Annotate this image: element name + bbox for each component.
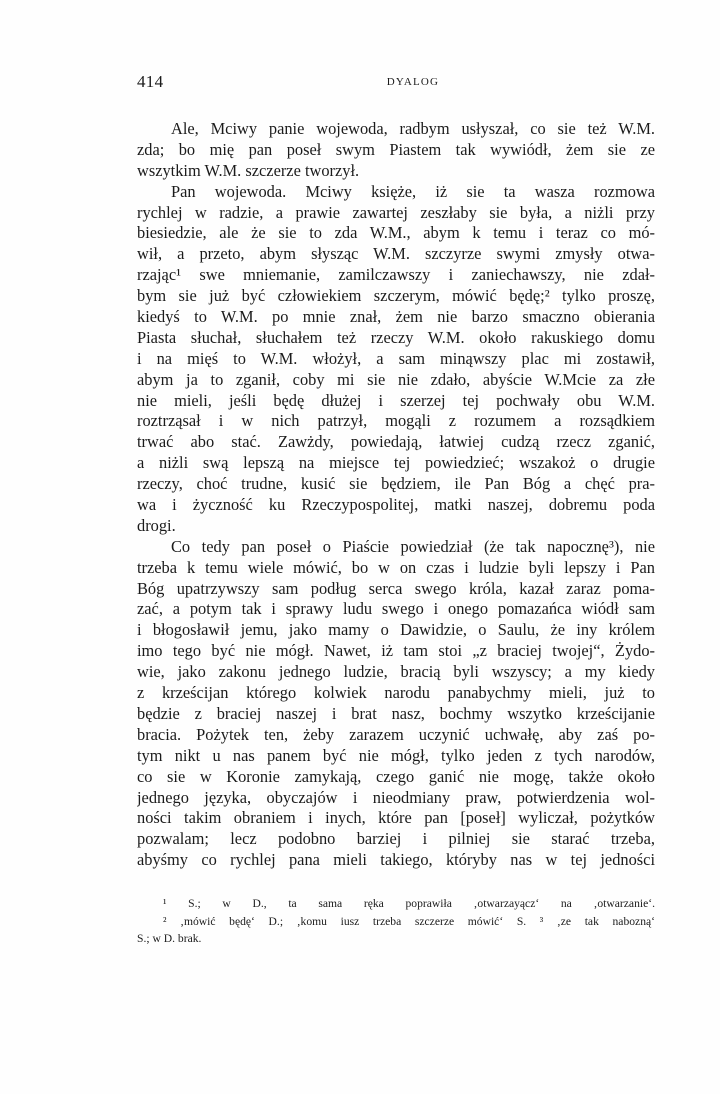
text-line: wie, jako zakonu jednego ludzie, bracią byli wszyscy; a my kiedy	[137, 662, 655, 682]
text-line: zać, a potym tak i sprawy ludu swego i onego pomazańca wiódł sam	[137, 599, 655, 619]
text-line: wa i życzność ku Rzeczypospolitej, matki naszej, dobremu poda	[137, 495, 655, 515]
text-line: a niżli swą lepszą na miejsce tej powiedzieć; wszakoż o drugie	[137, 453, 655, 473]
text-line: wił, a przeto, abym słysząc W.M. szczyrze swymi zmysły otwa-	[137, 244, 655, 264]
text-line: bracia. Pożytek ten, żeby zarazem uczynić uchwałę, aby zaś po-	[137, 724, 655, 744]
text-line: ności takim obraniem i inych, które pan [poseł] wyliczał, pożytków	[137, 808, 655, 828]
footnote-line: ¹ S.; w D., ta sama ręka poprawiła ‚otwarzayącz‘ na ‚otwarzanie‘.	[163, 897, 655, 910]
main-text	[137, 119, 655, 871]
text-line: kiedyś to W.M. po mnie znał, żem nie barzo smaczno obierania	[137, 307, 655, 327]
page-number: 414	[137, 72, 164, 91]
text-line: co sie w Koronie zamykają, czego ganić nie mogę, także około	[137, 766, 655, 786]
text-line: Pan wojewoda. Mciwy księże, iż sie ta wasza rozmowa	[171, 181, 655, 201]
text-line: trwać abo stać. Zawżdy, powiedają, łatwiej cudzą rzecz zganić,	[137, 432, 655, 452]
text-line: jednego języka, obyczajów i nieodmiany praw, potwierdzenia wol-	[137, 787, 655, 807]
text-line: zda; bo mię pan poseł swym Piastem tak wywiódł, żem sie ze	[137, 139, 655, 159]
text-line: drogi.	[137, 515, 176, 535]
text-line: rzeczy, choć trudne, kusić sie będziem, ile Pan Bóg a chęć pra-	[137, 474, 655, 494]
text-line: abym ja to zganił, coby mi sie nie zdało, abyście W.Mcie za złe	[137, 369, 655, 389]
page-header	[137, 72, 655, 100]
text-line: trzeba k temu wiele mówić, bo w on czas i ludzie byli lepszy i Pan	[137, 557, 655, 577]
text-line: rzając¹ swe mniemanie, zamilczawszy i zaniechawszy, nie zdał-	[137, 265, 655, 285]
text-line: wszytkim W.M. szczerze tworzył.	[137, 160, 360, 180]
text-line: bym sie już być człowiekiem szczerym, mówić będę;² tylko proszę,	[137, 286, 655, 306]
text-line: będzie z braciej naszej i brat nasz, bochmy wszytko krześcijanie	[137, 703, 655, 723]
text-line: biesiedzie, ale że sie to zda W.M., abym k temu i teraz co mó-	[137, 223, 655, 243]
text-line: z krześcijan którego kolwiek narodu panabychmy mieli, już to	[137, 683, 655, 703]
text-line: tym nikt u nas panem być nie mógł, tylko jeden z tych narodów,	[137, 745, 655, 765]
text-line: i błogosławił jemu, jako mamy o Dawidzie, o Saulu, że iny królem	[137, 620, 655, 640]
text-line: roztrząsał i w nich patrzył, mogąli z rozumem a rozsądkiem	[137, 411, 655, 431]
text-line: rychlej w radzie, a prawie zawartej zeszłaby sie była, a niżli przy	[137, 202, 655, 222]
text-line: Ale, Mciwy panie wojewoda, radbym usłyszał, co sie też W.M.	[171, 119, 655, 138]
footnote-line: ² ‚mówić będę‘ D.; ‚komu iusz trzeba szczerze mówić‘ S. ³ ‚ze tak nabozną‘	[163, 914, 655, 928]
text-line: pozwalam; lecz podobno barziej i pilniej sie starać trzeba,	[137, 829, 655, 849]
text-line: Bóg upatrzywszy sam podług serca swego króla, kazał zaraz poma-	[137, 578, 655, 598]
text-line: nie mieli, jeśli będę dłużej i szerzej tej pochwały obu W.M.	[137, 390, 655, 410]
text-line: abyśmy co rychlej pana mieli takiego, któryby nas w tej jedności	[137, 850, 655, 870]
text-line: i na mięś to W.M. włożył, a sam minąwszy plac mi zostawił,	[137, 348, 655, 368]
running-head: DYALOG	[386, 76, 440, 88]
footnotes	[137, 895, 655, 948]
footnote-line: S.; w D. brak.	[137, 932, 202, 945]
text-line: Piasta słuchał, słuchałem też rzeczy W.M. około rakuskiego domu	[137, 327, 655, 347]
text-line: Co tedy pan poseł o Piaście powiedział (że tak napocznę³), nie	[171, 536, 655, 556]
text-line: imo tego być nie mógł. Nawet, iż tam stoi „z braciej twojej“, Żydo-	[137, 641, 655, 661]
